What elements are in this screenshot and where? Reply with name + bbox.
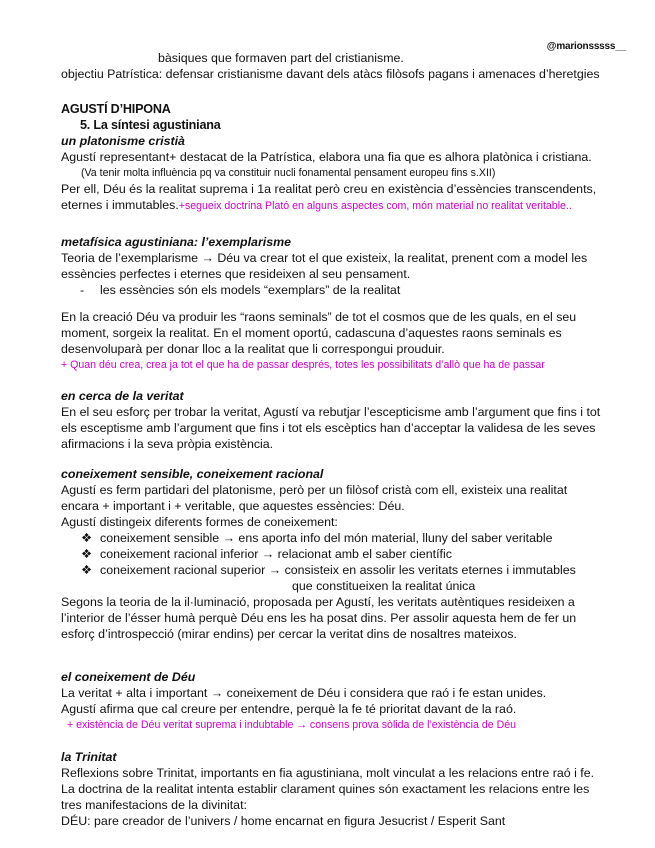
paragraph-line: moment, sorgeix la realitat. En el moment oportú, cadascuna d’aquestes raons seminals es [61,326,562,340]
paragraph-line: Agustí distingeix diferents formes de coneixement: [61,515,338,529]
sub-title: 5. La síntesi agustiniana [80,118,221,132]
paragraph-line: En la creació Déu va produir les “raons seminals” de tot el cosmos que de les quals, en el seu [61,310,577,324]
paragraph-line: afirmacions i la seva pròpia existència. [61,437,274,451]
paragraph-line: Agustí representant+ destacat de la Patrística, elabora una fia que es alhora platònica i cristiana. [61,150,592,164]
paragraph-line: esforç d’introspecció (mirar endins) per cercar la veritat dins de nosaltres mateixos. [61,627,517,641]
intro-line-2: objectiu Patrística: defensar cristianisme davant dels atàcs filòsofs pagans i amenaces d’heretgies [61,67,600,81]
paragraph-line: encara + important i + veritable, que aquestes essències: Déu. [61,499,405,513]
section-title: metafísica agustiniana: l’exemplarisme [61,235,292,249]
paragraph-line: essències perfectes i eternes que resideixen al seu pensament. [61,267,411,281]
paragraph-line: DÉU: pare creador de l’univers / home encarnat en figura Jesucrist / Esperit Sant [61,814,506,828]
diamond-bullet-icon: ❖ [81,547,93,561]
list-item-text: coneixement sensible → ens aporta info del món material, lluny del saber veritable [100,531,553,545]
annotation-note: +segueix doctrina Plató en alguns aspectes com, món material no realitat veritable.. [178,200,572,212]
list-item [61,282,631,298]
paragraph-line: desenvoluparà per donar lloc a la realitat que li correspongui prouduir. [61,342,445,356]
list-item [61,530,631,546]
paragraph-line: La veritat + alta i important → coneixement de Déu i considera que raó i fe estan unides. [61,686,547,700]
section-platonisme [61,133,631,214]
diamond-bullet-icon: ❖ [81,563,93,577]
paragraph-line: Segons la teoria de la il·luminació, proposada per Agustí, les veritats autèntiques resideixen a [61,595,575,609]
section-title: la Trinitat [61,750,117,764]
paragraph-line: Teoria de l’exemplarisme → Déu va crear tot el que existeix, la realitat, prenent com a model les [61,251,588,265]
paragraph-line: Agustí es ferm partidari del platonisme, però per un filòsof cristà com ell, existeix una realitat [61,483,568,497]
paragraph-line: els esceptisme amb l’argument que fins i tot els escèptics han d’acceptar la validesa de les seves [61,421,596,435]
section-coneixement [61,466,631,642]
list-item-text: coneixement racional inferior → relacionat amb el saber científic [100,547,452,561]
paragraph-line: En el seu esforç per trobar la veritat, Agustí va rebutjar l’escepticisme amb l’argument que fins i tot [61,405,601,419]
paragraph-line [61,197,631,214]
section-title: el coneixement de Déu [61,670,196,684]
author-handle: @marionsssss__ [546,41,626,52]
section-veritat [61,388,631,452]
note-line: (Va tenir molta influència pq va constituir nucli fonamental pensament europeu fins s.XII) [81,167,496,179]
paragraph-line: l’interior de l’ésser humà perquè Déu ens les ha posat dins. Per assolir aquesta hem de fer un [61,611,577,625]
section-trinitat [61,749,631,829]
section-exemplarisme [61,234,631,298]
paragraph-line: La doctrina de la realitat intenta establir clarament quines són exactament les relacions entre les [61,782,590,796]
list-item-text: les essències són els models “exemplars” de la realitat [100,283,401,297]
list-item [61,562,631,578]
section-title: en cerca de la veritat [61,389,184,403]
paragraph-text: eternes i immutables. [61,198,179,212]
list-item-text: coneixement racional superior → consisteix en assolir les veritats eternes i immutables [100,563,576,577]
section-exemplarisme-body [61,309,631,373]
section-title: coneixement sensible, coneixement racional [61,467,324,481]
paragraph-line: Per ell, Déu és la realitat suprema i 1a realitat però creu en existència d’essències transcendents, [61,182,597,196]
intro-line-1: bàsiques que formaven part del cristianisme. [158,51,404,65]
annotation-note: + Quan déu crea, crea ja tot el que ha de passar després, totes les possibilitats d’allò que ha de passar [61,359,545,371]
paragraph-line: Reflexions sobre Trinitat, importants en fia agustiniana, molt vinculat a les relacions entre raó i fe. [61,766,595,780]
annotation-note: + existència de Déu veritat suprema i indubtable → consens prova sòlida de l’existència de Déu [67,719,517,731]
list-item-continuation: que constitueixen la realitat única [292,579,476,593]
dash-bullet: - [80,283,85,297]
section-title: un platonisme cristià [61,134,185,148]
paragraph-line: tres manifestacions de la divinitat: [61,798,247,812]
diamond-bullet-icon: ❖ [81,531,93,545]
section-deu [61,669,631,733]
list-item [61,546,631,562]
paragraph-line: Agustí afirma que cal creure per entendre, perquè la fe té prioritat davant de la raó. [61,702,517,716]
main-title: AGUSTÍ D’HIPONA [61,102,171,116]
